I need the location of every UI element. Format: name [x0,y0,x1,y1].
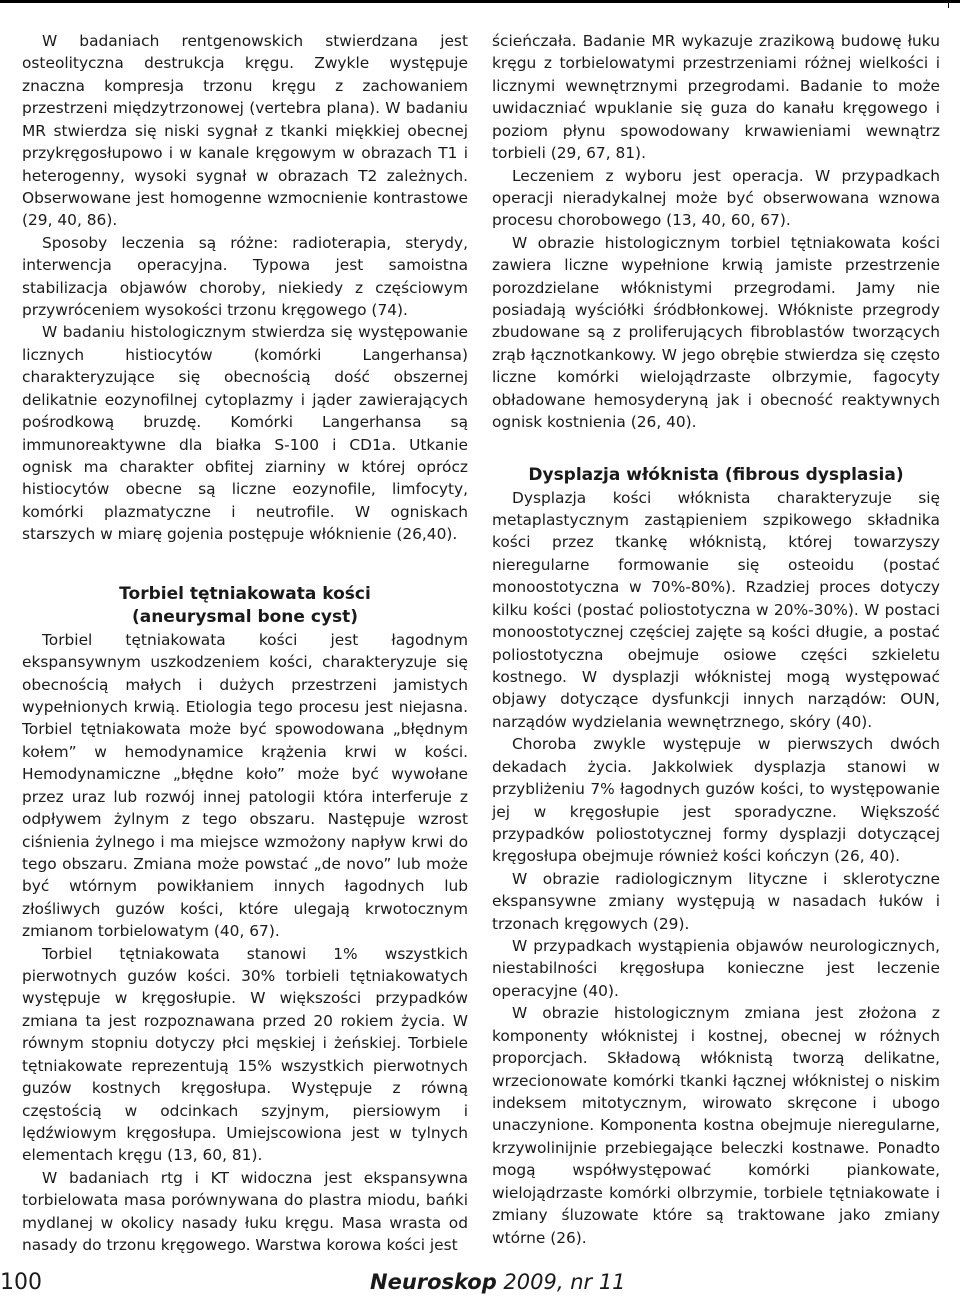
paragraph: Choroba zwykle występuje w pierwszych dwóch dekadach życia. Jakkolwiek dysplazja stanowi w przybliżeniu 7% łagodnych guzów kości, to występowanie jej w kręgosłupie jest sporadyczne. Większość przypadków poliostotycznej formy dysplazji dotyczącej kręgosłupa obejmuje również kości kończyn (26, 40). [492,735,940,866]
paragraph: W obrazie radiologicznym lityczne i sklerotyczne ekspansywne zmiany występują w nasadach łuków i trzonach kręgowych (29). [492,869,940,933]
right-column [492,30,940,1249]
page-number: 100 [0,1270,42,1295]
page-footer [0,1270,960,1300]
paragraph: W obrazie histologicznym zmiana jest złożona z komponenty włóknistej i kostnej, obecnej w różnych proporcjach. Składową włóknistą tworzą delikatne, wrzecionowate komórki tkanki łącznej włóknistej o niskim indeksem mitotycznym, wirowato skręcone i ubogo unaczynione. Komponenta kostna obejmuje nieregularne, krzywolinijnie przebiegające beleczki kostnawe. Ponadto mogą współwystępować komórki piankowate, wielojądrzaste komórki olbrzymie, torbiele tętniakowate i zmiany śluzowate które są traktowane jako zmiany wtórne (26). [492,1004,940,1247]
paragraph: W badaniach rtg i KT widoczna jest ekspansywna torbielowata masa porównywana do plastra miodu, bańki mydlanej w okolicy nasady łuku kręgu. Masa wrasta od nasady do trzonu kręgowego. Warstwa korowa kości jest [22,1168,468,1255]
section-heading-line2: (aneurysmal bone cyst) [131,606,359,627]
paragraph: ścieńczała. Badanie MR wykazuje zrazikową budowę łuku kręgu z torbielowatymi przestrzeniami różnej wielkości i licznymi wewnętrznymi przegrodami. Badanie to może uwidaczniać wpuklanie się guza do kanału kręgowego i poziom płynu spowodowany krwawieniami wewnątrz torbieli (29, 67, 81). [492,32,940,163]
paragraph: Leczeniem z wyboru jest operacja. W przypadkach operacji nieradykalnej może być obserwowana wznowa procesu chorobowego (13, 40, 60, 67). [492,166,940,230]
paragraph: Sposoby leczenia są różne: radioterapia, sterydy, interwencja operacyjna. Typowa jest samoistna stabilizacja objawów choroby, niekiedy z częściowym przywróceniem wysokości trzonu kręgowego (74). [22,233,468,320]
paragraph: Torbiel tętniakowata kości jest łagodnym ekspansywnym uszkodzeniem kości, charakteryzuje się obecnością małych i dużych przestrzeni jamistych wypełnionych krwią. Etiologia tego procesu jest niejasna. Torbiel tętniakowata może być spowodowana „błędnym kołem” w hemodynamice krążenia krwi w kości. Hemodynamiczne „błędne koło” może być wywołane przez uraz lub rozwój innej patologii która interferuje z odpływem żylnym z tego obszaru. Następuje wzrost ciśnienia żylnego i ma miejsce wzmożony napływ krwi do tego obszaru. Zmiana może powstać „de novo” lub może być wtórnym powikłaniem innych łagodnych lub złośliwych guzów kości, które ulegają krwotocznym zmianom torbielowatym (40, 67). [22,630,468,941]
paragraph: Dysplazja kości włóknista charakteryzuje się metaplastycznym zastąpieniem szpikowego składnika kości przez tkankę włóknistą, której towarzyszy nieregularne formowanie się osteoidu (postać monoostotyczna w 70%-80%). Rzadziej proces dotyczy kilku kości (postać poliostotyczna w 20%-30%). W postaci monoostotycznej częściej zajęte są kości długie, a postać poliostotyczna obejmuje osiowe części szkieletu kostnego. W dysplazji włóknistej mogą występować objawy dotyczące dysfunkcji innych narządów: OUN, narządów wydzielania wewnętrznego, skóry (40). [492,488,940,731]
section-heading-line1: Torbiel tętniakowata kości [119,583,371,604]
paragraph: W badaniach rentgenowskich stwierdzana jest osteolityczna destrukcja kręgu. Zwykle występuje znaczna kompresja trzonu kręgu z zachowaniem przestrzeni międzytrzonowej (vertebra plana). W badaniu MR stwierdza się niski sygnał z tkanki miękkiej obecnej przykręgosłupowo i w kanale kręgowym w obrazach T1 i heterogenny, wysoki sygnał w obrazach T2 zależnych. Obserwowane jest homogenne wzmocnienie kontrastowe (29, 40, 86). [22,32,468,230]
paragraph: W badaniu histologicznym stwierdza się występowanie licznych histiocytów (komórki Langerhansa) charakteryzujące się obecnością dość obszernej delikatnie eozynofilnej cytoplazmy i jąder zawierających pośrodkową bruzdę. Komórki Langerhansa są immunoreaktywne dla białka S-100 i CD1a. Utkanie ognisk ma charakter obfitej ziarniny w której oprócz histiocytów obecne są liczne eozynofile, limfocyty, komórki plazmatyczne i neutrofile. W ogniskach starszych w miarę gojenia postępuje włóknienie (26,40). [22,323,468,544]
section-heading: Dysplazja włóknista (fibrous dysplasia) [528,464,904,485]
paragraph: W przypadkach wystąpienia objawów neurologicznych, niestabilności kręgosłupa konieczne jest leczenie operacyjne (40). [492,937,940,1000]
paragraph: Torbiel tętniakowata stanowi 1% wszystkich pierwotnych guzów kości. 30% torbieli tętniakowatych występuje w kręgosłupie. W większości przypadków zmiana ta jest rozpoznawana przed 20 rokiem życia. W równym stopniu dotyczy płci męskiej i żeńskiej. Torbiele tętniakowate reprezentują 15% wszystkich pierwotnych guzów kostnych kręgosłupa. Występuje z równą częstością w odcinkach szyjnym, piersiowym i lędźwiowym kręgosłupa. Umiejscowiona jest w tylnych elementach kręgu (13, 60, 81). [22,944,468,1165]
section-heading [22,583,468,629]
paragraph: W obrazie histologicznym torbiel tętniakowata kości zawiera liczne wypełnione krwią jamiste przestrzenie porozdzielane włóknistymi przegrodami. Jamy nie posiadają wyściółki śródbłonkowej. Włókniste przegrody zbudowane są z proliferujących fibroblastów tworzących zrąb łącznotkankowy. W jego obrębie stwierdza się często liczne komórki wielojądrzaste olbrzymie, fagocyty obładowane hemosyderyną jak i obecność reaktywnych ognisk kostnienia (26, 40). [492,233,940,432]
journal-citation [370,1270,626,1294]
corner-tick [948,0,949,8]
journal-issue: 2009, nr 11 [496,1270,626,1294]
journal-name: Neuroskop [370,1270,497,1294]
left-column [22,30,468,1257]
top-rule [0,0,960,3]
